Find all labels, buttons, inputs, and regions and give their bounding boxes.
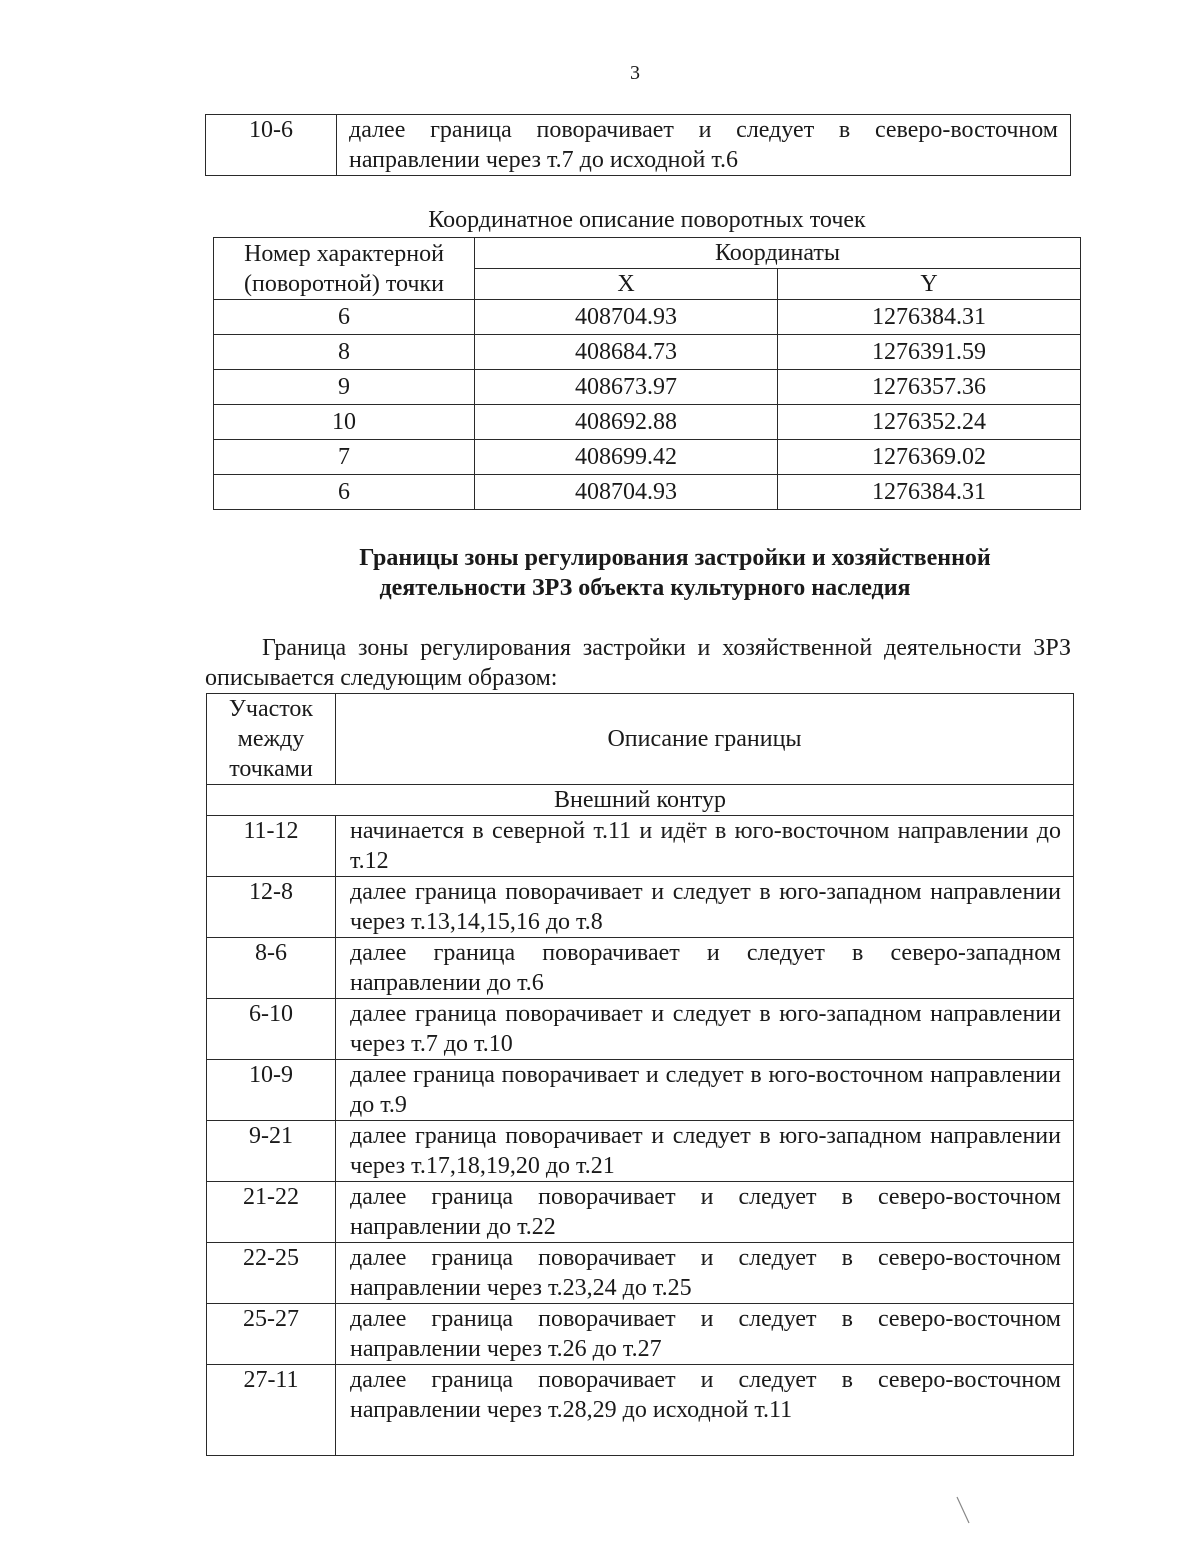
point-number-cell: 9 — [214, 370, 475, 405]
description-cell: далее граница поворачивает и следует в юго-западном направлении через т.7 до т.10 — [336, 999, 1074, 1060]
point-number-cell: 6 — [214, 475, 475, 510]
description-cell: далее граница поворачивает и следует в юго-западном направлении через т.17,18,19,20 до т.21 — [336, 1121, 1074, 1182]
table-row — [207, 938, 1074, 999]
segment-cell: 6-10 — [207, 999, 336, 1060]
page-number: 3 — [630, 62, 640, 84]
segment-header — [207, 694, 336, 785]
segment-header-line2: между — [237, 726, 305, 752]
table-header-row — [207, 694, 1074, 785]
segment-cell: 25-27 — [207, 1304, 336, 1365]
point-number-cell: 6 — [214, 300, 475, 335]
segment-cell: 11-12 — [207, 816, 336, 877]
description-cell: далее граница поворачивает и следует в юго-восточном направлении до т.9 — [336, 1060, 1074, 1121]
contour-label: Внешний контур — [207, 785, 1074, 816]
table-row — [207, 1365, 1074, 1456]
table-row — [214, 300, 1081, 335]
description-cell: далее граница поворачивает и следует в северо-восточном направлении через т.26 до т.27 — [336, 1304, 1074, 1365]
table-row — [214, 475, 1081, 510]
description-cell: далее граница поворачивает и следует в северо-восточном направлении через т.28,29 до исходной т.11 — [336, 1365, 1074, 1456]
section-heading-line1: Границы зоны регулирования застройки и хозяйственной — [359, 545, 991, 571]
point-number-cell: 7 — [214, 440, 475, 475]
scan-mark — [955, 1495, 971, 1525]
point-number-header — [214, 238, 475, 300]
y-coordinate-cell: 1276352.24 — [778, 405, 1081, 440]
coordinates-table-caption: Координатное описание поворотных точек — [428, 207, 866, 233]
table-row — [214, 440, 1081, 475]
y-coordinate-cell: 1276357.36 — [778, 370, 1081, 405]
y-header: Y — [778, 269, 1081, 300]
section-paragraph-text: Граница зоны регулирования застройки и хозяйственной деятельности ЗРЗ описывается следующим образом: — [205, 635, 1071, 691]
x-coordinate-cell: 408704.93 — [475, 475, 778, 510]
table-row — [207, 1304, 1074, 1365]
segment-cell: 12-8 — [207, 877, 336, 938]
segment-header-line1: Участок — [228, 696, 314, 722]
x-coordinate-cell: 408684.73 — [475, 335, 778, 370]
y-coordinate-cell: 1276369.02 — [778, 440, 1081, 475]
segment-cell: 8-6 — [207, 938, 336, 999]
table-row — [207, 1060, 1074, 1121]
section-heading-line2: деятельности ЗРЗ объекта культурного наследия — [379, 575, 911, 601]
table-row — [214, 405, 1081, 440]
coordinates-header: Координаты — [475, 238, 1081, 269]
x-coordinate-cell: 408673.97 — [475, 370, 778, 405]
table-row — [207, 1121, 1074, 1182]
segment-cell: 22-25 — [207, 1243, 336, 1304]
segment-header-line3: точками — [229, 756, 313, 782]
continuation-table — [205, 114, 1071, 176]
description-cell: начинается в северной т.11 и идёт в юго-восточном направлении до т.12 — [336, 816, 1074, 877]
table-row — [207, 999, 1074, 1060]
description-cell: далее граница поворачивает и следует в северо-восточном направлении через т.23,24 до т.25 — [336, 1243, 1074, 1304]
section-paragraph — [205, 633, 1071, 693]
segment-cell: 9-21 — [207, 1121, 336, 1182]
table-row — [214, 370, 1081, 405]
segment-cell: 27-11 — [207, 1365, 336, 1456]
segment-cell: 10-6 — [206, 115, 337, 176]
x-coordinate-cell: 408699.42 — [475, 440, 778, 475]
description-cell: далее граница поворачивает и следует в северо-восточном направлении до т.22 — [336, 1182, 1074, 1243]
y-coordinate-cell: 1276391.59 — [778, 335, 1081, 370]
description-cell: далее граница поворачивает и следует в юго-западном направлении через т.13,14,15,16 до т.8 — [336, 877, 1074, 938]
point-number-cell: 8 — [214, 335, 475, 370]
y-coordinate-cell: 1276384.31 — [778, 475, 1081, 510]
table-row — [206, 115, 1071, 176]
table-row — [214, 335, 1081, 370]
table-row — [207, 816, 1074, 877]
point-number-cell: 10 — [214, 405, 475, 440]
table-row — [207, 877, 1074, 938]
table-row — [207, 1243, 1074, 1304]
point-number-header-line2: (поворотной) точки — [244, 270, 444, 297]
boundary-table — [206, 693, 1074, 1456]
coordinates-table — [213, 237, 1081, 510]
description-cell: далее граница поворачивает и следует в северо-восточном направлении через т.7 до исходной т.6 — [337, 115, 1071, 176]
description-cell: далее граница поворачивает и следует в северо-западном направлении до т.6 — [336, 938, 1074, 999]
x-header: X — [475, 269, 778, 300]
point-number-header-line1: Номер характерной — [244, 240, 444, 267]
segment-cell: 21-22 — [207, 1182, 336, 1243]
description-header: Описание границы — [336, 694, 1074, 785]
y-coordinate-cell: 1276384.31 — [778, 300, 1081, 335]
table-row — [207, 1182, 1074, 1243]
x-coordinate-cell: 408692.88 — [475, 405, 778, 440]
x-coordinate-cell: 408704.93 — [475, 300, 778, 335]
segment-cell: 10-9 — [207, 1060, 336, 1121]
table-header-row — [214, 238, 1081, 269]
contour-row — [207, 785, 1074, 816]
